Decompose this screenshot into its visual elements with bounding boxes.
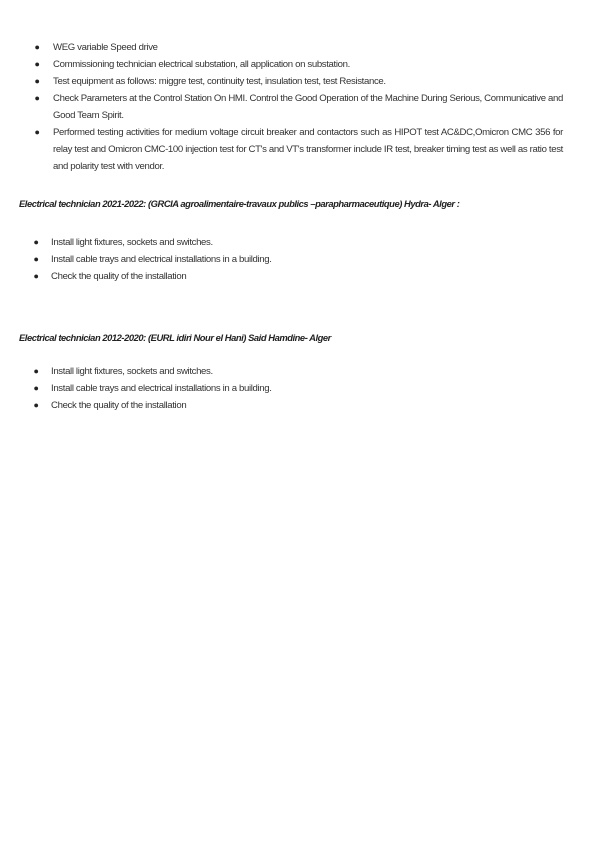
list-item-text: Commissioning technician electrical substation, all application on substation.: [53, 59, 350, 70]
list-item: [33, 363, 433, 380]
bullet-icon: ●: [33, 366, 39, 376]
job-heading-eurl-idiri: Electrical technician 2012-2020: (EURL idiri Nour el Hani) Said Hamdine- Alger: [19, 332, 331, 343]
list-item: [33, 268, 433, 285]
bullet-icon: ●: [33, 271, 39, 281]
eurl-idiri-duties-list: [33, 363, 433, 414]
list-item: [33, 251, 433, 268]
job-heading-grcia: Electrical technician 2021-2022: (GRCIA agroalimentaire-travaux publics –parapharmaceutique) Hydra- Alger :: [19, 198, 460, 209]
list-item: [34, 90, 563, 124]
list-item-text: Check Parameters at the Control Station On HMI. Control the Good Operation of the Machine During Serious, Communicative and Good Team Spirit.: [53, 93, 563, 121]
list-item: [34, 56, 563, 73]
bullet-icon: ●: [34, 76, 40, 86]
list-item: [34, 39, 563, 56]
list-item-text: Check the quality of the installation: [51, 271, 187, 282]
list-item-text: Performed testing activities for medium voltage circuit breaker and contactors such as HIPOT test AC&DC,Omicron CMC 356 for relay test and Omicron CMC-100 injection test for CT's and VT's transformer include IR test, breaker timing test as well as ratio test and polarity test with vendor.: [53, 127, 563, 172]
bullet-icon: ●: [34, 93, 40, 103]
list-item-text: WEG variable Speed drive: [53, 42, 158, 53]
experience-duties-list: [34, 39, 563, 175]
bullet-icon: ●: [33, 383, 39, 393]
list-item: [33, 397, 433, 414]
bullet-icon: ●: [34, 127, 40, 137]
bullet-icon: ●: [33, 400, 39, 410]
bullet-icon: ●: [33, 254, 39, 264]
list-item: [33, 234, 433, 251]
bullet-icon: ●: [34, 59, 40, 69]
list-item-text: Test equipment as follows: miggre test, continuity test, insulation test, test Resistance.: [53, 76, 386, 87]
list-item-text: Install light fixtures, sockets and switches.: [51, 237, 213, 248]
list-item-text: Install cable trays and electrical installations in a building.: [51, 254, 272, 265]
list-item-text: Check the quality of the installation: [51, 400, 187, 411]
list-item-text: Install cable trays and electrical installations in a building.: [51, 383, 272, 394]
list-item-text: Install light fixtures, sockets and switches.: [51, 366, 213, 377]
list-item: [34, 124, 563, 175]
list-item: [34, 73, 563, 90]
bullet-icon: ●: [34, 42, 40, 52]
list-item: [33, 380, 433, 397]
grcia-duties-list: [33, 234, 433, 285]
bullet-icon: ●: [33, 237, 39, 247]
